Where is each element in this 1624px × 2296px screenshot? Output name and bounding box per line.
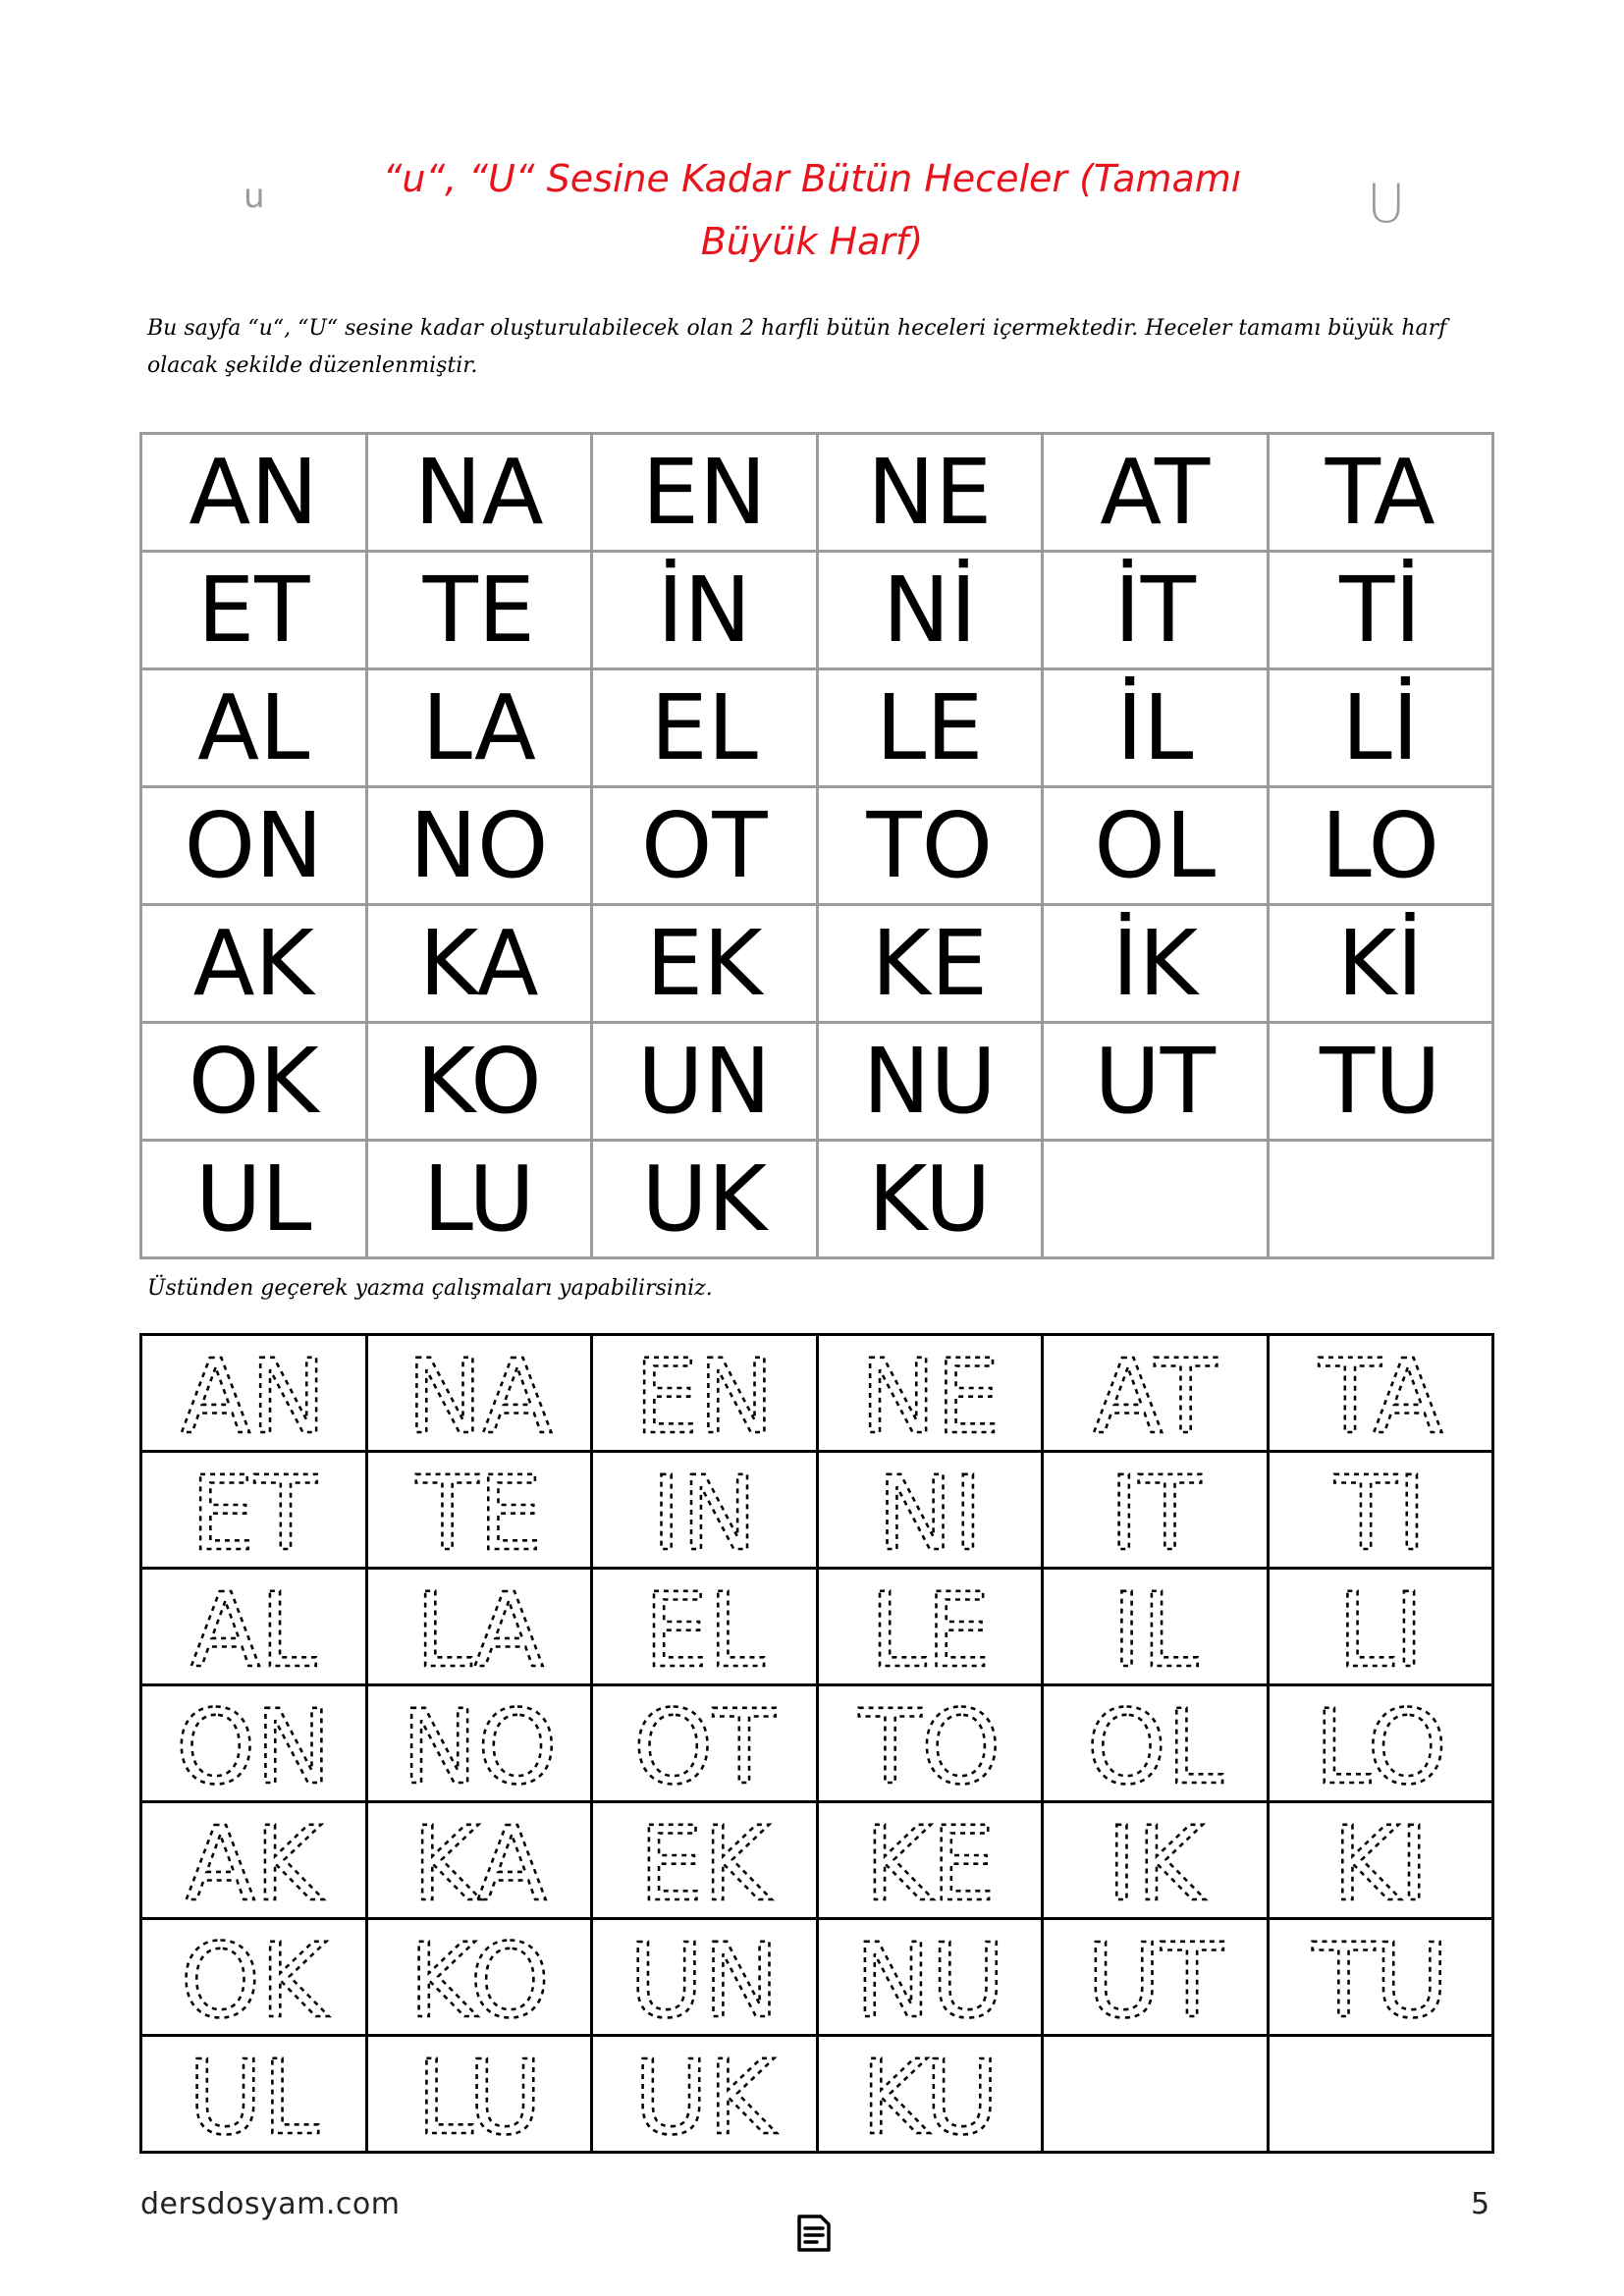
syllable-cell: AT: [1043, 434, 1269, 552]
tracing-row: [141, 1685, 1493, 1802]
tracing-cell: [592, 1569, 818, 1685]
syllable-cell: KA: [366, 905, 592, 1023]
syllable-cell: LU: [366, 1141, 592, 1258]
tracing-cell: [141, 1685, 367, 1802]
syllable-cell: Kİ: [1268, 905, 1493, 1023]
syllable-cell: [1268, 1141, 1493, 1258]
syllable-grid: [139, 432, 1494, 1259]
syllable-cell: TE: [366, 552, 592, 669]
tracing-cell: [1268, 1802, 1493, 1919]
tracing-syllable: ON: [175, 1688, 332, 1800]
tracing-syllable: TO: [858, 1688, 1001, 1800]
syllable-cell: UN: [592, 1023, 818, 1141]
syllable-cell: EL: [592, 669, 818, 787]
tracing-syllable: UT: [1086, 1922, 1223, 2034]
tracing-cell: [592, 1335, 818, 1452]
document-lines-icon: [791, 2211, 837, 2256]
page-number: 5: [1471, 2187, 1490, 2221]
syllable-row: [141, 552, 1493, 669]
syllable-cell: TA: [1268, 434, 1493, 552]
tracing-cell: [141, 1569, 367, 1685]
syllable-cell: İK: [1043, 905, 1269, 1023]
tracing-syllable: KO: [408, 1922, 550, 2034]
tracing-syllable: KU: [860, 2039, 1000, 2151]
tracing-cell: [141, 1335, 367, 1452]
tracing-cell: [366, 1569, 592, 1685]
syllable-cell: ET: [141, 552, 367, 669]
tracing-cell: [366, 1919, 592, 2036]
tracing-syllable: UL: [188, 2039, 319, 2151]
syllable-row: [141, 787, 1493, 905]
tracing-syllable: KE: [864, 1805, 996, 1917]
tracing-cell: [366, 2036, 592, 2153]
tracing-cell: [817, 1685, 1043, 1802]
tracing-cell: [1043, 1802, 1269, 1919]
corner-letter-lowercase: u: [244, 177, 265, 216]
tracing-syllable: EK: [638, 1805, 770, 1917]
syllable-cell: NO: [366, 787, 592, 905]
tracing-syllable: LA: [414, 1572, 544, 1683]
tracing-cell: [141, 1452, 367, 1569]
tracing-syllable: EN: [633, 1338, 775, 1450]
tracing-cell: [141, 1802, 367, 1919]
footer-site-name: dersdosyam.com: [140, 2187, 401, 2221]
tracing-syllable: UK: [633, 2039, 775, 2151]
tracing-syllable: LI: [1336, 1572, 1424, 1683]
syllable-cell: AN: [141, 434, 367, 552]
tracing-row: [141, 1335, 1493, 1452]
tracing-syllable: KI: [1331, 1805, 1429, 1917]
tracing-cell: [1043, 1335, 1269, 1452]
syllable-cell: ON: [141, 787, 367, 905]
intro-text: Bu sayfa “u“, “U“ sesine kadar oluşturulabilecek olan 2 harfli bütün heceleri içermektedir. Heceler tamamı büyük harf olacak şekilde düzenlenmiştir.: [147, 316, 1447, 378]
tracing-cell: [366, 1802, 592, 1919]
syllable-cell: UL: [141, 1141, 367, 1258]
tracing-cell: [592, 2036, 818, 2153]
tracing-syllable: LU: [415, 2039, 542, 2151]
tracing-cell: [1043, 2036, 1269, 2153]
syllable-cell: OT: [592, 787, 818, 905]
tracing-syllable: NI: [876, 1455, 983, 1567]
tracing-cell: [817, 2036, 1043, 2153]
tracing-grid: [139, 1333, 1494, 2154]
syllable-cell: İT: [1043, 552, 1269, 669]
syllable-cell: KE: [817, 905, 1043, 1023]
tracing-cell: [141, 1919, 367, 2036]
tracing-cell: [817, 1335, 1043, 1452]
syllable-cell: LE: [817, 669, 1043, 787]
syllable-row: [141, 905, 1493, 1023]
syllable-row: [141, 1023, 1493, 1141]
tracing-syllable: IL: [1111, 1572, 1199, 1683]
syllable-cell: EN: [592, 434, 818, 552]
page-title: [334, 147, 1290, 273]
tracing-cell: [817, 1802, 1043, 1919]
tracing-syllable: NO: [401, 1688, 558, 1800]
tracing-cell: [1268, 1685, 1493, 1802]
syllable-cell: TO: [817, 787, 1043, 905]
tracing-cell: [817, 1452, 1043, 1569]
syllable-cell: İL: [1043, 669, 1269, 787]
tracing-syllable: ET: [190, 1455, 317, 1567]
tracing-row: [141, 1569, 1493, 1685]
syllable-cell: AK: [141, 905, 367, 1023]
syllable-cell: OK: [141, 1023, 367, 1141]
syllable-cell: [1043, 1141, 1269, 1258]
syllable-row: [141, 434, 1493, 552]
tracing-cell: [1268, 1569, 1493, 1685]
tracing-syllable: TE: [415, 1455, 542, 1567]
syllable-row: [141, 669, 1493, 787]
tracing-cell: [1043, 1452, 1269, 1569]
tracing-syllable: IN: [651, 1455, 758, 1567]
tracing-cell: [366, 1452, 592, 1569]
tracing-syllable: EL: [643, 1572, 765, 1683]
tracing-syllable: TU: [1312, 1922, 1449, 2034]
tracing-cell: [1268, 1335, 1493, 1452]
tracing-cell: [592, 1919, 818, 2036]
tracing-cell: [592, 1685, 818, 1802]
tracing-cell: [1268, 1452, 1493, 1569]
tracing-syllable: KA: [411, 1805, 547, 1917]
tracing-cell: [592, 1802, 818, 1919]
tracing-cell: [592, 1452, 818, 1569]
syllable-cell: İN: [592, 552, 818, 669]
tracing-syllable: LE: [869, 1572, 991, 1683]
tracing-syllable: UN: [628, 1922, 780, 2034]
tracing-syllable: NA: [406, 1338, 552, 1450]
tracing-syllable: OT: [633, 1688, 776, 1800]
syllable-cell: LA: [366, 669, 592, 787]
tracing-cell: [1043, 1685, 1269, 1802]
syllable-cell: EK: [592, 905, 818, 1023]
syllable-cell: LO: [1268, 787, 1493, 905]
tracing-row: [141, 1919, 1493, 2036]
syllable-cell: OL: [1043, 787, 1269, 905]
tracing-row: [141, 1452, 1493, 1569]
tracing-syllable: TI: [1333, 1455, 1427, 1567]
tracing-row: [141, 2036, 1493, 2153]
tracing-syllable: NE: [859, 1338, 1001, 1450]
syllable-cell: UK: [592, 1141, 818, 1258]
syllable-cell: NA: [366, 434, 592, 552]
syllable-cell: KO: [366, 1023, 592, 1141]
syllable-row: [141, 1141, 1493, 1258]
tracing-cell: [817, 1919, 1043, 2036]
page-title-line-1: “u“, “U“ Sesine Kadar Bütün Heceler (Tamamı: [382, 157, 1242, 200]
syllable-cell: NE: [817, 434, 1043, 552]
tracing-syllable: AT: [1093, 1338, 1218, 1450]
syllable-cell: AL: [141, 669, 367, 787]
tracing-syllable: OL: [1086, 1688, 1223, 1800]
tracing-syllable: OK: [180, 1922, 327, 2034]
tracing-syllable: NU: [854, 1922, 1005, 2034]
tracing-cell: [1043, 1919, 1269, 2036]
tracing-cell: [1268, 2036, 1493, 2153]
tracing-cell: [817, 1569, 1043, 1685]
tracing-cell: [1268, 1919, 1493, 2036]
page-title-line-2: Büyük Harf): [700, 220, 924, 263]
tracing-cell: [1043, 1569, 1269, 1685]
tracing-syllable: AL: [190, 1572, 317, 1683]
tracing-row: [141, 1802, 1493, 1919]
trace-instruction: Üstünden geçerek yazma çalışmaları yapabilirsiniz.: [147, 1276, 713, 1301]
corner-letter-uppercase: U: [1367, 173, 1406, 235]
tracing-cell: [366, 1335, 592, 1452]
tracing-syllable: AN: [181, 1338, 327, 1450]
syllable-cell: UT: [1043, 1023, 1269, 1141]
tracing-syllable: LO: [1314, 1688, 1447, 1800]
syllable-cell: KU: [817, 1141, 1043, 1258]
tracing-syllable: AK: [186, 1805, 322, 1917]
syllable-cell: TU: [1268, 1023, 1493, 1141]
tracing-cell: [141, 2036, 367, 2153]
tracing-syllable: IT: [1109, 1455, 1202, 1567]
tracing-cell: [366, 1685, 592, 1802]
tracing-syllable: TA: [1318, 1338, 1442, 1450]
syllable-cell: Tİ: [1268, 552, 1493, 669]
tracing-syllable: IK: [1107, 1805, 1204, 1917]
syllable-cell: NU: [817, 1023, 1043, 1141]
syllable-cell: Lİ: [1268, 669, 1493, 787]
syllable-cell: Nİ: [817, 552, 1043, 669]
